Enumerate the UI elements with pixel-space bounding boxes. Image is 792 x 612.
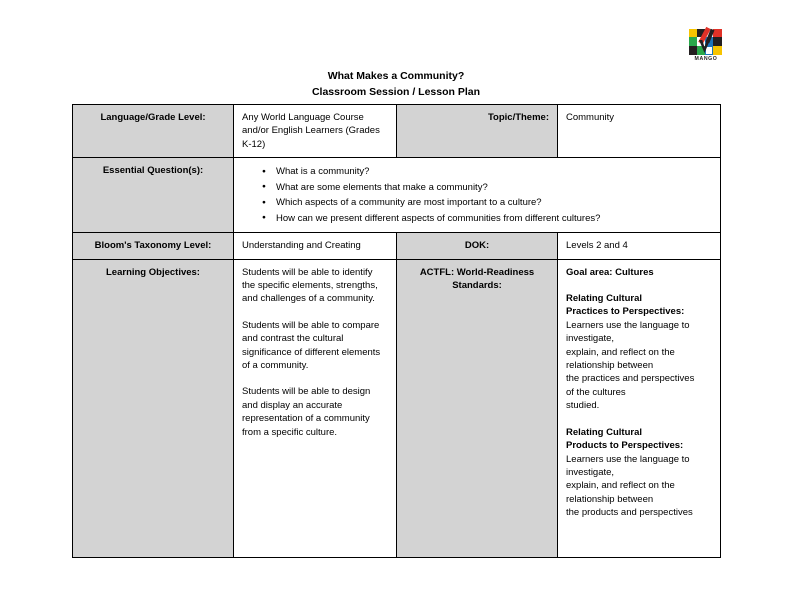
standards-block2-line2: investigate, [566, 466, 615, 478]
logo-tile-black-2 [713, 37, 722, 46]
objective-paragraph: Students will be able to identify the specific elements, strengths, and challenges of a community. [242, 266, 378, 305]
value-learning-objectives [234, 259, 397, 557]
spacer [566, 279, 712, 292]
objective-paragraph: Students will be able to design and display an accurate representation of a community from a specific culture. [242, 386, 371, 438]
table-row-bloom-dok [73, 233, 721, 259]
mango-logo [687, 29, 725, 67]
standards-block1-line5: the practices and perspectives [566, 373, 695, 385]
logo-tile-yellow-2 [713, 46, 722, 55]
label-topic-theme: Topic/Theme: [397, 105, 558, 158]
lesson-plan-table [72, 104, 721, 558]
list-item: ● Which aspects of a community are most important to a culture? [276, 195, 712, 211]
standards-block2-line5: the products and perspectives [566, 507, 693, 519]
value-language-grade-level: Any World Language Course and/or English Learners (Grades K-12) [234, 105, 397, 158]
logo-tile-green-1 [689, 37, 697, 46]
logo-tile-yellow [689, 29, 697, 37]
standards-block1-line4: relationship between [566, 360, 654, 372]
standards-block1-heading-line1: Relating Cultural [566, 293, 643, 305]
label-actfl-standards: ACTFL: World-Readiness Standards: [397, 259, 558, 557]
standards-block2-line4: relationship between [566, 493, 654, 505]
standards-block1-line3: explain, and reflect on the [566, 346, 675, 358]
table-row-learning-objectives [73, 259, 721, 557]
label-learning-objectives: Learning Objectives: [73, 259, 234, 557]
standards-block2-line1: Learners use the language to [566, 453, 690, 465]
label-essential-questions: Essential Question(s): [73, 158, 234, 233]
standards-goal-area: Goal area: Cultures [566, 266, 654, 278]
standards-block2-line3: explain, and reflect on the [566, 480, 675, 492]
value-dok: Levels 2 and 4 [558, 233, 721, 259]
standards-block2-heading-line1: Relating Cultural [566, 426, 643, 438]
spacer [566, 413, 712, 426]
page-subtitle: Classroom Session / Lesson Plan [311, 86, 481, 98]
value-bloom-taxonomy-level: Understanding and Creating [234, 233, 397, 259]
standards-block1-line6: of the cultures [566, 386, 626, 398]
logo-tile-black-3 [689, 46, 697, 55]
list-item: ● How can we present different aspects of communities from different cultures? [276, 211, 712, 227]
table-row-language-grade-level [73, 105, 721, 158]
essential-questions-list [242, 164, 712, 226]
mango-logo-mark [689, 29, 723, 55]
list-item: ● What are some elements that make a community? [276, 180, 712, 196]
document-heading [72, 68, 720, 100]
standards-block1-line7: studied. [566, 400, 600, 412]
label-bloom-taxonomy-level: Bloom's Taxonomy Level: [73, 233, 234, 259]
objective-paragraph: Students will be able to compare and contrast the cultural significance of different elements of a community. [242, 319, 381, 372]
table-row-essential-questions [73, 158, 721, 233]
standards-block1-heading-line2: Practices to Perspectives: [566, 306, 685, 318]
label-language-grade-level: Language/Grade Level: [73, 105, 234, 158]
standards-block2-heading-line2: Products to Perspectives: [566, 440, 684, 452]
standards-block1-line1: Learners use the language to [566, 319, 690, 331]
label-dok: DOK: [397, 233, 558, 259]
page-title: What Makes a Community? [327, 70, 465, 82]
mango-wordmark: MANGO [694, 56, 718, 62]
value-topic-theme: Community [558, 105, 721, 158]
list-item: ● What is a community? [276, 164, 712, 180]
value-actfl-standards [558, 259, 721, 557]
standards-block1-line2: investigate, [566, 333, 615, 345]
value-essential-questions [234, 158, 721, 233]
